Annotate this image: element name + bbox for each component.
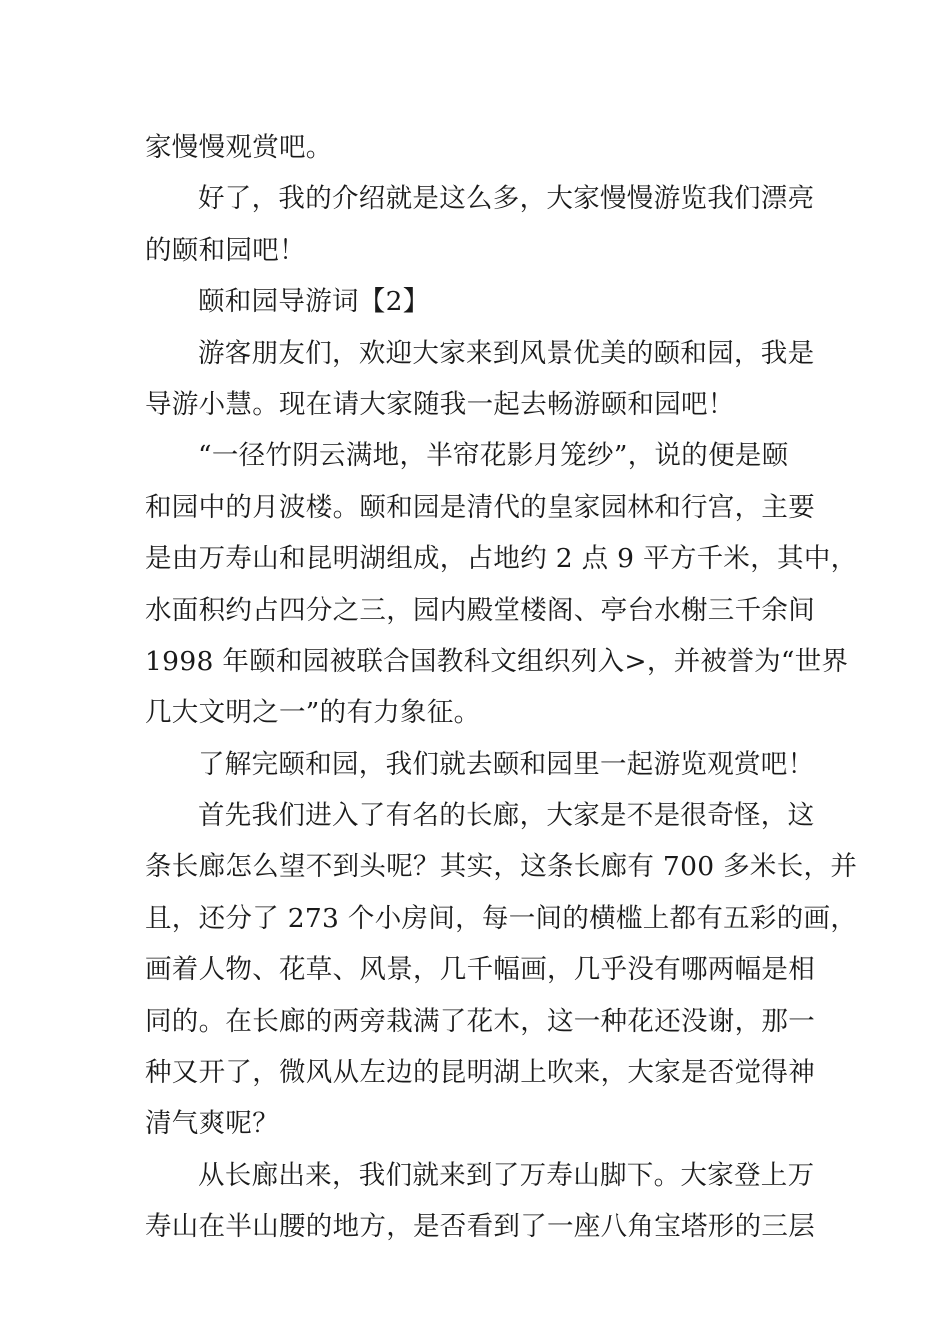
text-line: 几大文明之一”的有力象征。 [145,697,481,729]
text-line: 同的。在长廊的两旁栽满了花木，这一种花还没谢，那一 [145,1005,815,1037]
text-line: 从长廊出来，我们就来到了万寿山脚下。大家登上万 [198,1159,815,1191]
text-line: 1998 年颐和园被联合国教科文组织列入>，并被誉为“世界 [145,645,849,677]
text-line: 游客朋友们，欢迎大家来到风景优美的颐和园，我是 [198,337,815,369]
text-line: 了解完颐和园，我们就去颐和园里一起游览观赏吧！ [198,748,815,780]
text-line: 画着人物、花草、风景，几千幅画，几乎没有哪两幅是相 [145,954,815,986]
text-line: 首先我们进入了有名的长廊，大家是不是很奇怪，这 [198,800,815,832]
text-line: 水面积约占四分之三，园内殿堂楼阁、亭台水榭三千余间 [145,594,815,626]
text-line: 种又开了，微风从左边的昆明湖上吹来，大家是否觉得神 [145,1057,815,1089]
document-body [145,122,858,1253]
section-heading: 颐和园导游词【2】 [198,286,430,318]
text-line: 条长廊怎么望不到头呢？其实，这条长廊有 700 多米长，并 [145,851,858,883]
text-line: “一径竹阴云满地，半帘花影月笼纱”，说的便是颐 [198,440,789,472]
text-line: 好了，我的介绍就是这么多，大家慢慢游览我们漂亮 [198,183,815,215]
text-line: 且，还分了 273 个小房间，每一间的横槛上都有五彩的画， [145,902,858,934]
text-line: 清气爽呢？ [145,1108,279,1140]
text-line: 导游小慧。现在请大家随我一起去畅游颐和园吧！ [145,388,735,420]
text-line: 是由万寿山和昆明湖组成，占地约 2 点 9 平方千米，其中， [145,543,858,575]
text-line: 和园中的月波楼。颐和园是清代的皇家园林和行宫，主要 [145,491,815,523]
text-line: 寿山在半山腰的地方，是否看到了一座八角宝塔形的三层 [145,1211,815,1243]
text-line: 家慢慢观赏吧。 [145,132,333,163]
text-line: 的颐和园吧！ [145,234,306,266]
